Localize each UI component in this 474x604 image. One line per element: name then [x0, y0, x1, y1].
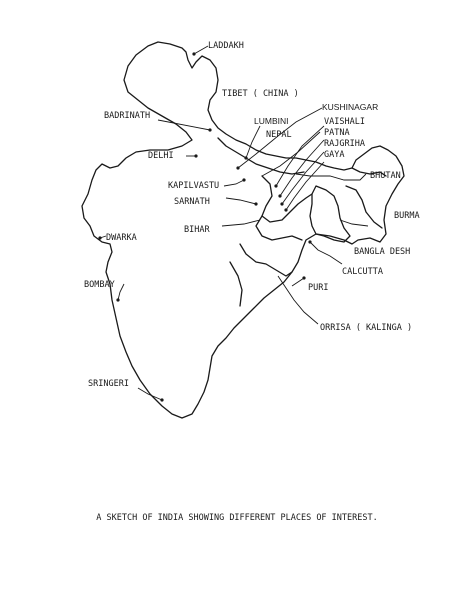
leader-lines: [100, 46, 368, 400]
label-bhutan: BHUTAN: [370, 171, 401, 181]
orissa-border: [240, 244, 292, 276]
label-gaya: GAYA: [324, 150, 345, 160]
label-delhi: DELHI: [148, 151, 174, 161]
label-laddakh: LADDAKH: [208, 41, 244, 51]
label-patna: PATNA: [324, 128, 350, 138]
label-badrinath: BADRINATH: [104, 111, 151, 121]
bangladesh-border: [310, 186, 350, 242]
label-rajgriha: RAJGRIHA: [324, 139, 365, 149]
map-caption: A SKETCH OF INDIA SHOWING DIFFERENT PLACES OF INTEREST.: [96, 513, 378, 523]
label-bihar: BIHAR: [184, 225, 210, 235]
label-kushinagar: KUSHINAGAR: [322, 102, 379, 112]
bihar-border: [262, 176, 312, 222]
label-sarnath: SARNATH: [174, 197, 210, 207]
northeast-border: [346, 186, 382, 228]
label-tibet: TIBET ( CHINA ): [222, 89, 299, 99]
label-orrisa: ORRISA ( KALINGA ): [320, 323, 413, 333]
bengal-border: [256, 216, 302, 240]
label-dwarka: DWARKA: [106, 233, 137, 243]
label-bangla-desh: BANGLA DESH: [354, 247, 411, 257]
nepal-border: [218, 138, 304, 174]
label-burma: BURMA: [394, 211, 420, 221]
label-nepal: NEPAL: [266, 130, 292, 140]
label-puri: PURI: [308, 283, 329, 293]
east-coast-line: [230, 262, 242, 306]
label-kapilvastu: KAPILVASTU: [168, 181, 220, 191]
label-vaishali: VAISHALI: [324, 117, 365, 127]
label-lumbini: LUMBINI: [254, 116, 289, 126]
label-calcutta: CALCUTTA: [342, 267, 383, 277]
label-sringeri: SRINGERI: [88, 379, 129, 389]
label-bombay: BOMBAY: [84, 280, 115, 290]
place-labels: [84, 41, 420, 389]
